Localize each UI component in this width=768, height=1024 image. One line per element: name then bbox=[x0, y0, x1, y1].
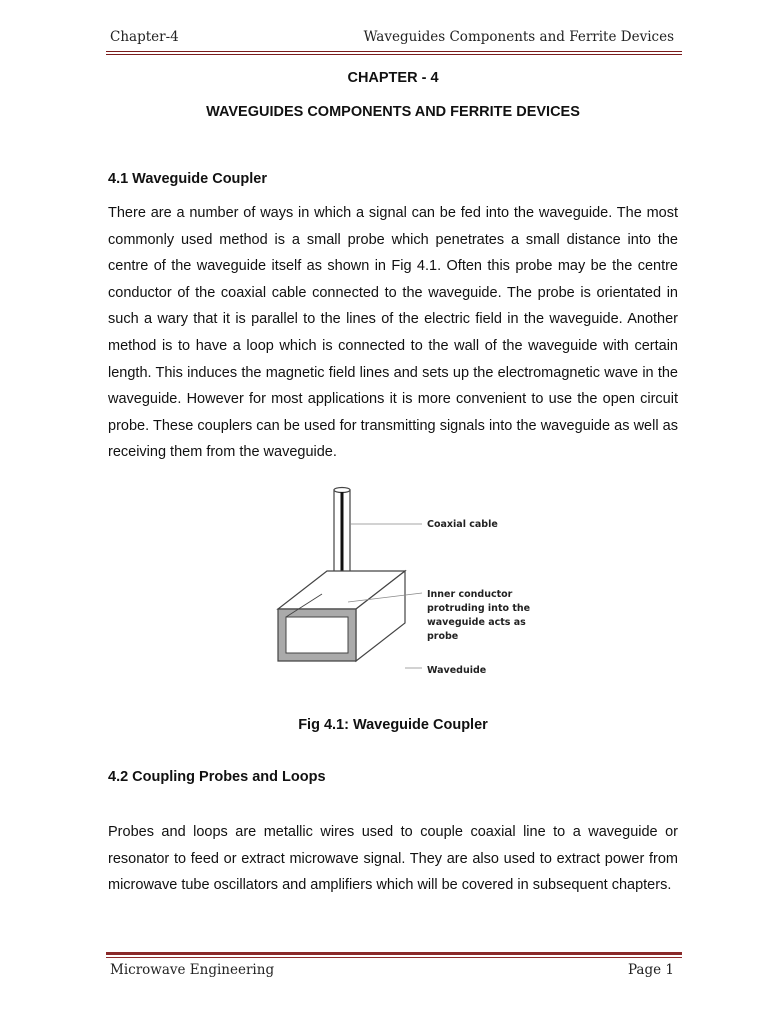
section-heading-4-1: 4.1 Waveguide Coupler bbox=[108, 171, 267, 187]
section-4-2-paragraph: Probes and loops are metallic wires used to couple coaxial line to a waveguide or resonator to feed or extract microwave signal. They are also used to extract power from microwave tube oscillators and amplifiers which will be covered in subsequent chapters. bbox=[108, 824, 678, 894]
header-rule-secondary bbox=[106, 54, 682, 55]
section-4-1-paragraph: There are a number of ways in which a signal can be fed into the waveguide. The most commonly used method is a small probe which penetrates a small distance into the centre of the waveguide itself as shown in Fig 4.1. Often this probe may be the centre conductor of the coaxial cable connected to the waveguide. The probe is orientated in such a wary that it is parallel to the lines of the electric field in the waveguide. Another method is to have a loop which is connected to the wall of the waveguide with certain length. This induces the magnetic field lines and sets up the electromagnetic wave in the waveguide. However for most applications it is more convenient to use the open circuit probe. These couplers can be used for transmitting signals into the waveguide as well as receiving them from the waveguide. bbox=[108, 205, 678, 461]
header-rule bbox=[106, 51, 682, 52]
label-inner-conductor-1: Inner conductor bbox=[427, 589, 513, 600]
footer-rule-secondary bbox=[106, 957, 682, 958]
label-inner-conductor-3: waveguide acts as bbox=[427, 617, 526, 628]
figure-caption: Fig 4.1: Waveguide Coupler bbox=[298, 717, 488, 733]
coaxial-cable-top bbox=[334, 488, 350, 493]
header-title: Waveguides Components and Ferrite Devices bbox=[363, 29, 674, 45]
header-chapter: Chapter-4 bbox=[110, 29, 179, 45]
chapter-title: WAVEGUIDES COMPONENTS AND FERRITE DEVICES bbox=[206, 104, 580, 120]
footer-rule bbox=[106, 952, 682, 955]
waveguide-coupler-figure bbox=[270, 486, 530, 686]
label-inner-conductor-4: probe bbox=[427, 631, 459, 642]
waveguide-opening bbox=[286, 617, 348, 653]
label-waveguide: Waveduide bbox=[427, 665, 487, 676]
footer-book-title: Microwave Engineering bbox=[110, 962, 275, 978]
label-inner-conductor-2: protruding into the bbox=[427, 603, 530, 614]
footer-page-number: Page 1 bbox=[627, 962, 674, 978]
chapter-heading: CHAPTER - 4 bbox=[347, 70, 439, 86]
label-coaxial-cable: Coaxial cable bbox=[427, 519, 498, 530]
section-heading-4-2: 4.2 Coupling Probes and Loops bbox=[108, 769, 326, 785]
